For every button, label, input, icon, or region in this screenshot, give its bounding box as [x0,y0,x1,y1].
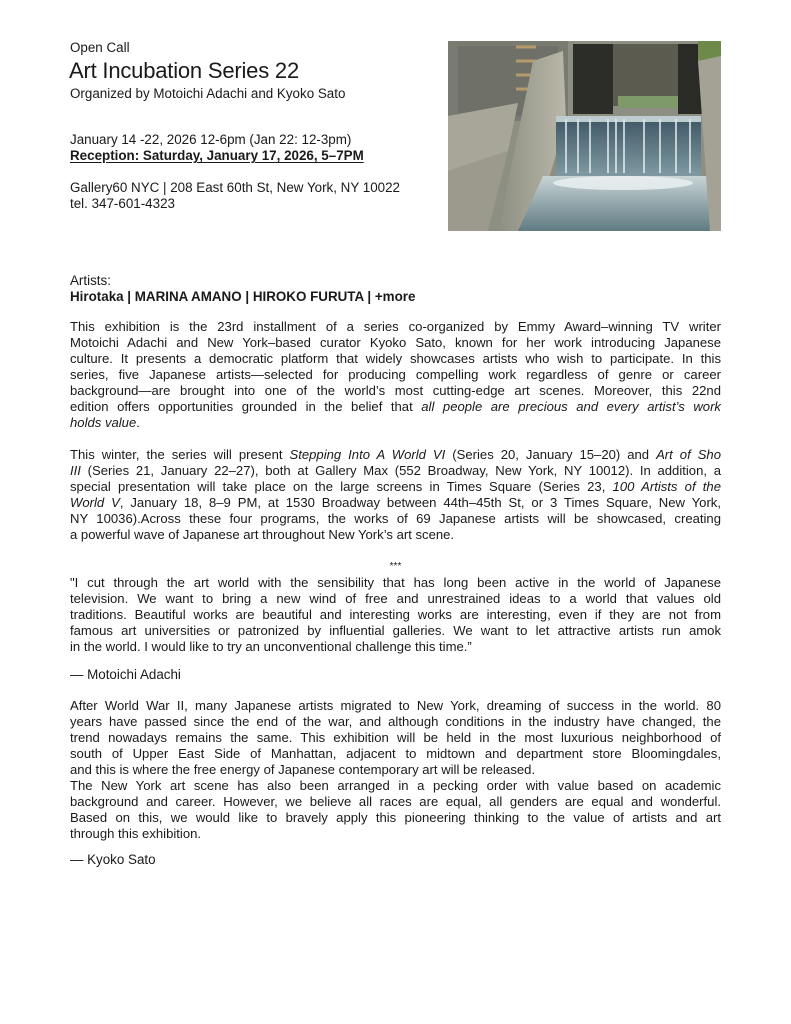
emphasis-text: all people are precious and every artist’s work [421,399,721,414]
quote-line: traditions. Beautiful works are beautiful and interesting works are interesting, even if they are not from [70,607,721,622]
statement-line: and this is where the free energy of Japanese contemporary art will be released. [70,762,536,777]
statement-line: trend nowadays remains the same. This exhibition will be held in the most luxurious neighborhood of [70,730,721,745]
waterfall-illustration [448,41,721,231]
paragraph-line [70,479,721,495]
statement-line: Based on this, we would like to bravely apply this pioneering thinking to the value of artists and art [70,810,721,825]
exhibition-title: Art of Sho [656,447,721,462]
organizers-line: Organized by Motoichi Adachi and Kyoko Sato [70,86,346,101]
text-run: . [136,415,140,430]
statement-line: After World War II, many Japanese artists migrated to New York, dreaming of success in the world. 80 [70,698,721,713]
paragraph-line [70,447,721,463]
paragraph-line [70,495,721,511]
statement-line: The New York art scene has also been arranged in a pecking order with value based on academic [70,778,721,793]
paragraph-line [70,415,721,431]
reception-info: Reception: Saturday, January 17, 2026, 5–7PM [70,148,364,163]
quote-attribution-adachi: — Motoichi Adachi [70,667,181,682]
statement-attribution-sato: — Kyoko Sato [70,852,156,867]
statement-line: south of Upper East Side of Manhattan, adjacent to midtown and department store Bloomingdales, [70,746,721,761]
statement-line: background and career. However, we believe all races are equal, all genders are equal and wonderful. [70,794,721,809]
statement-line: through this exhibition. [70,826,202,841]
text-run: This winter, the series will present [70,447,290,462]
paragraph-line: background—are brought into one of the world’s most cutting-edge art scenes. Moreover, this 22nd [70,383,721,398]
adachi-quote [70,575,721,655]
paragraph-line: culture. It presents a democratic platform that widely showcases artists who wish to participate. In this [70,351,721,366]
event-dates: January 14 -22, 2026 12-6pm (Jan 22: 12-3pm) [70,132,352,147]
paragraph-line: series, five Japanese artists—selected for producing compelling work regardless of genre or career [70,367,721,382]
emphasis-text: holds value [70,415,137,430]
exhibition-title: III [70,463,81,478]
text-run: , January 18, 8–9 PM, at 1530 Broadway between 44th–45th St, or 3 Times Square, New York, [119,495,721,510]
quote-line: television. We want to bring a new wind of free and unrestrained ideas to a world that values old [70,591,721,606]
open-call-label: Open Call [70,40,130,55]
text-run: edition offers opportunities grounded in the belief that [70,399,422,414]
programs-paragraph [70,447,721,543]
paragraph-line [70,463,721,479]
text-run: special presentation will take place on the large screens in Times Square (Series 23, [70,479,613,494]
text-run: (Series 20, January 15–20) and [445,447,657,462]
waterfall-photo [448,41,721,231]
venue-phone: tel. 347-601-4323 [70,196,175,211]
exhibition-title: 100 Artists of the [612,479,721,494]
paragraph-line: Motoichi Adachi and New York–based curator Kyoko Sato, known for her work introducing Japanese [70,335,721,350]
artists-label: Artists: [70,273,111,288]
quote-line: in the world. I would like to try an unconventional challenge this time.” [70,639,472,654]
exhibition-title: World V [70,495,120,510]
curator-statement [70,698,721,842]
paragraph-line: NY 10036).Across these four programs, the works of 69 Japanese artists will be showcased, creating [70,511,721,526]
statement-line: years have passed since the end of the war, and although conditions in the industry have changed, the [70,714,721,729]
artists-list: Hirotaka | MARINA AMANO | HIROKO FURUTA | +more [70,289,416,304]
paragraph-line [70,399,721,415]
intro-paragraph [70,319,721,431]
paragraph-line: This exhibition is the 23rd installment of a series co-organized by Emmy Award–winning TV writer [70,319,721,334]
venue-address: Gallery60 NYC | 208 East 60th St, New York, NY 10022 [70,180,400,195]
quote-line: "I cut through the art world with the sensibility that has long been active in the world of Japanese [70,575,721,590]
section-separator: *** [389,561,402,572]
paragraph-line: a powerful wave of Japanese art throughout New York’s art scene. [70,527,455,542]
text-run: (Series 21, January 22–27), both at Gallery Max (552 Broadway, New York, NY 10012). In addition, a [80,463,721,478]
quote-line: famous art universities or patronized by influential galleries. We want to let attractive artists run amok [70,623,721,638]
page-title: Art Incubation Series 22 [69,58,300,83]
exhibition-title: Stepping Into A World VI [289,447,446,462]
